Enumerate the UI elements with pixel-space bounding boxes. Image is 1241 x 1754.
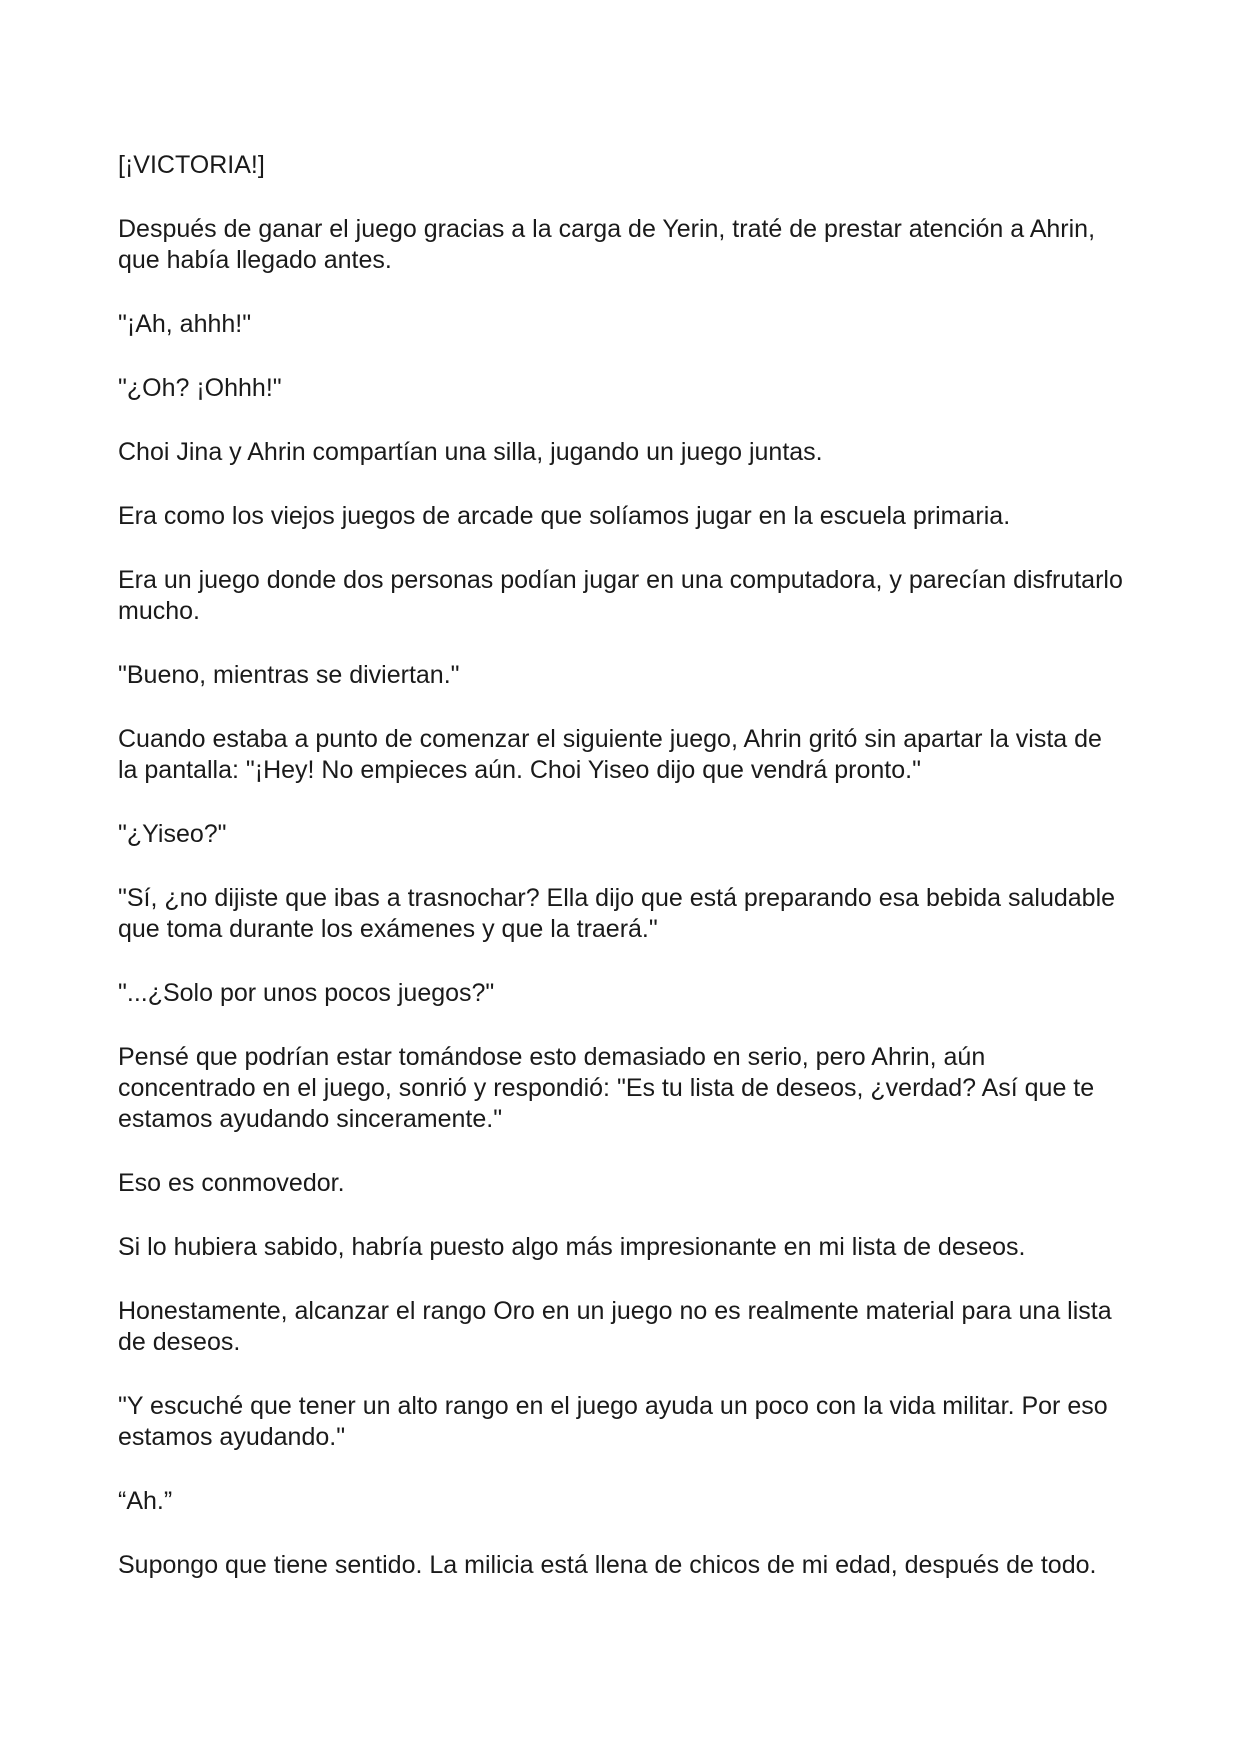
paragraph: “Ah.” xyxy=(118,1487,173,1515)
paragraph: "...¿Solo por unos pocos juegos?" xyxy=(118,979,495,1007)
paragraph: Si lo hubiera sabido, habría puesto algo más impresionante en mi lista de deseos. xyxy=(118,1233,1026,1261)
paragraph: Era como los viejos juegos de arcade que solíamos jugar en la escuela primaria. xyxy=(118,502,1011,530)
paragraph: Supongo que tiene sentido. La milicia está llena de chicos de mi edad, después de todo. xyxy=(118,1551,1097,1579)
paragraph: "Y escuché que tener un alto rango en el juego ayuda un poco con la vida militar. Por eso estamos ayudando." xyxy=(118,1392,1108,1451)
paragraph: Después de ganar el juego gracias a la carga de Yerin, traté de prestar atención a Ahrin, que había llegado antes. xyxy=(118,215,1096,274)
paragraph-heading: [¡VICTORIA!] xyxy=(118,151,265,179)
paragraph: "Bueno, mientras se diviertan." xyxy=(118,661,460,689)
document-body xyxy=(118,150,1128,1614)
paragraph: Choi Jina y Ahrin compartían una silla, jugando un juego juntas. xyxy=(118,438,823,466)
paragraph: Eso es conmovedor. xyxy=(118,1169,345,1197)
paragraph: Era un juego donde dos personas podían jugar en una computadora, y parecían disfrutarlo mucho. xyxy=(118,566,1123,625)
paragraph: Cuando estaba a punto de comenzar el siguiente juego, Ahrin gritó sin apartar la vista de la pantalla: "¡Hey! No empieces aún. Choi Yiseo dijo que vendrá pronto." xyxy=(118,725,1102,784)
paragraph: "Sí, ¿no dijiste que ibas a trasnochar? Ella dijo que está preparando esa bebida saludable que toma durante los exámenes y que la traerá." xyxy=(118,884,1116,943)
paragraph: "¿Oh? ¡Ohhh!" xyxy=(118,374,282,402)
paragraph: "¿Yiseo?" xyxy=(118,820,227,848)
paragraph: Honestamente, alcanzar el rango Oro en un juego no es realmente material para una lista de deseos. xyxy=(118,1297,1112,1356)
paragraph: Pensé que podrían estar tomándose esto demasiado en serio, pero Ahrin, aún concentrado en el juego, sonrió y respondió: "Es tu lista de deseos, ¿verdad? Así que te estamos ayudando sinceramente." xyxy=(118,1043,1095,1133)
paragraph: "¡Ah, ahhh!" xyxy=(118,310,252,338)
